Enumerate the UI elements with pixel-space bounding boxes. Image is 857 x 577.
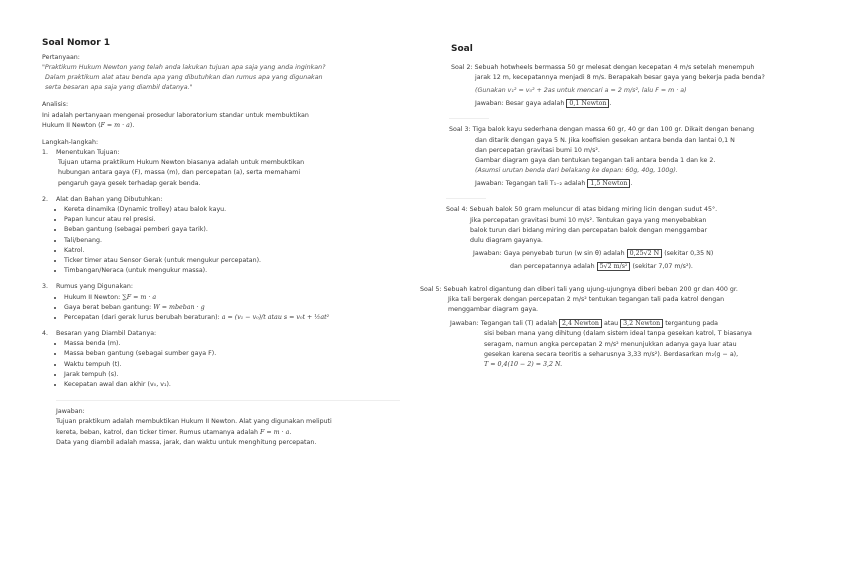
list-item: • Massa beban gantung (sebagai sumber gaya F). [64,349,402,359]
soal-4: Soal 4: Sebuah balok 50 gram meluncur di atas bidang miring licin dengan sudut 45°. Jika percepatan gravitasi bumi 10 m/s². Tentukan gaya yang menyebabkan balok turun dari bidang miring dan percepatan balok dengan menggambar dulu diagram gayanya. Jawaban: Gaya penyebab turun (w sin θ) adalah 0,25√2 N (sekitar 0,35 N) dan percepatannya adalah 5√2 m/s² (sekitar 7,07 m/s²). [446,205,828,272]
analisis-line: Hukum II Newton (F = m · a). [42,121,135,129]
langkah-label: Langkah-langkah: [42,138,99,146]
hint: (Asumsi urutan benda dari belakang ke depan: 60g, 40g, 100g). [475,167,678,175]
jawaban: Jawaban: Besar gaya adalah 0,1 Newton . [475,100,612,108]
soal-nomor-1-panel [42,36,402,448]
jawaban-line: kereta, beban, katrol, dan ticker timer. Rumus utamanya adalah F = m · a. [56,428,292,436]
jawaban-line: Tujuan praktikum adalah membuktikan Hukum II Newton. Alat yang digunakan meliputi [56,418,332,426]
list-item: • Percepatan (dari gerak lurus berubah beraturan): a = (v₁ − v₀)/t atau s = v₀t + ½at² [64,313,402,323]
step-1-body: Tujuan utama praktikum Hukum Newton biasanya adalah untuk membuktikan hubungan antara gaya (F), massa (m), dan percepatan (a), serta memahami pengaruh gaya gesek terhadap gerak benda. [58,159,305,187]
analisis-line: Ini adalah pertanyaan mengenai prosedur laboratorium standar untuk membuktikan [42,111,309,119]
pertanyaan-line: serta besaran apa saja yang diambil datanya." [45,84,193,92]
newton-formula: F = m · a [100,121,130,129]
soal-label: Soal 2: [451,63,473,71]
soal-label: Soal 4: [446,206,468,214]
list-item: • Waktu tempuh (t). [64,360,402,370]
list-item: • Kecepatan awal dan akhir (v₀, v₁). [64,380,402,390]
step-2: 2. Alat dan Bahan yang Dibutuhkan: [42,195,402,205]
answer-box: 0,1 Newton [566,99,609,108]
list-item: • Kereta dinamika (Dynamic trolley) atau balok kayu. [64,205,402,215]
jawaban: Jawaban: Gaya penyebab turun (w sin θ) adalah 0,25√2 N (sekitar 0,35 N) [473,250,714,258]
pertanyaan-line: Dalam praktikum alat atau benda apa yang dibutuhkan dan rumus apa yang digunakan [45,73,323,81]
analisis-label: Analisis: [42,101,69,109]
jawaban: Jawaban: Tegangan tali (T) adalah 2,4 Newton atau 3,2 Newton tergantung pada [450,320,719,328]
divider [446,198,486,199]
soal-3: Soal 3: Tiga balok kayu sederhana dengan massa 60 gr, 40 gr dan 100 gr. Dikait dengan benang dan ditarik dengan gaya 5 N. Jika koefisien gesekan antara benda dan lantai 0,1 N dan percepatan gravitasi bumi 10 m/s². Gambar diagram gaya dan tentukan tegangan tali antara benda 1 dan ke 2. (Asumsi urutan benda dari belakang ke depan: 60g, 40g, 100g). Jawaban: Tegangan tali T₁₋₂ adalah 1,5 Newton . [449,125,828,189]
right-title: Soal [451,44,473,54]
jawaban: Jawaban: Tegangan tali T₁₋₂ adalah 1,5 Newton . [475,180,633,188]
list-item: • Tali/benang. [64,236,402,246]
step-title: Menentukan Tujuan: [56,149,120,157]
answer-box: 2,4 Newton [559,319,602,328]
list-item: • Gaya berat beban gantung: W = mbeban · g [64,303,402,313]
alat-list [42,205,402,276]
list-item: • Jarak tempuh (s). [64,370,402,380]
soal-panel [418,42,828,379]
pertanyaan-label: Pertanyaan: [42,53,80,61]
left-title: Soal Nomor 1 [42,38,111,48]
list-item: • Hukum II Newton: ∑F = m · a [64,293,402,303]
answer-box: 5√2 m/s² [597,262,631,271]
soal-5: Soal 5: Sebuah katrol digantung dan diberi tali yang ujung-ujungnya diberi beban 200 gr dan 400 gr. Jika tali bergerak dengan percepatan 2 m/s² tentukan tegangan tali pada katrol dengan menggambar diagram gaya. Jawaban: Tegangan tali (T) adalah 2,4 Newton atau 3,2 Newton tergantung pada sisi beban mana yang dihitung (dalam sistem ideal tanpa gesekan katrol, T biasanya seragam, namun angka percepatan 2 m/s² menunjukkan adanya gaya luar atau gesekan karena secara teoritis a seharusnya 3,33 m/s²). Berdasarkan m₂(g − a), T = 0,4(10 − 2) = 3,2 N. [420,285,828,371]
step-4: 4. Besaran yang Diambil Datanya: [42,329,402,339]
besaran-list [42,339,402,390]
list-item: • Papan luncur atau rel presisi. [64,215,402,225]
list-item: • Massa benda (m). [64,339,402,349]
rumus-list [42,293,402,324]
list-item: • Beban gantung (sebagai pemberi gaya tarik). [64,225,402,235]
list-item: • Ticker timer atau Sensor Gerak (untuk mengukur percepatan). [64,256,402,266]
pertanyaan-line: "Praktikum Hukum Newton yang telah anda lakukan tujuan apa saja yang anda inginkan? [42,63,326,71]
answer-box: 3,2 Newton [620,319,663,328]
step-title: Besaran yang Diambil Datanya: [56,330,157,338]
step-title: Alat dan Bahan yang Dibutuhkan: [56,195,163,203]
answer-box: 0,25√2 N [627,249,663,258]
hint: (Gunakan v₁² = v₀² + 2as untuk mencari a = 2 m/s², lalu F = m · a) [475,86,687,94]
step-title: Rumus yang Digunakan: [56,283,134,291]
list-item: • Timbangan/Neraca (untuk mengukur massa). [64,266,402,276]
jawaban-label: Jawaban: [56,408,85,416]
soal-2: Soal 2: Sebuah hotwheels bermassa 50 gr melesat dengan kecepatan 4 m/s setelah menempuh jarak 12 m, kecepatannya menjadi 8 m/s. Berapakah besar gaya yang bekerja pada benda? (Gunakan v₁² = v₀² + 2as untuk mencari a = 2 m/s², lalu F = m · a) Jawaban: Besar gaya adalah 0,1 Newton . [451,63,828,110]
jawaban-line: Data yang diambil adalah massa, jarak, dan waktu untuk menghitung percepatan. [56,438,317,446]
step-3: 3. Rumus yang Digunakan: [42,282,402,292]
divider [449,118,489,119]
answer-box: 1,5 Newton [587,179,630,188]
soal-label: Soal 3: [449,126,471,134]
list-item: • Katrol. [64,246,402,256]
soal-label: Soal 5: [420,285,442,293]
jawaban-box [56,400,400,448]
step-1: 1. Menentukan Tujuan: [42,148,402,158]
jawaban: dan percepatannya adalah 5√2 m/s² (sekitar 7,07 m/s²). [510,263,693,271]
